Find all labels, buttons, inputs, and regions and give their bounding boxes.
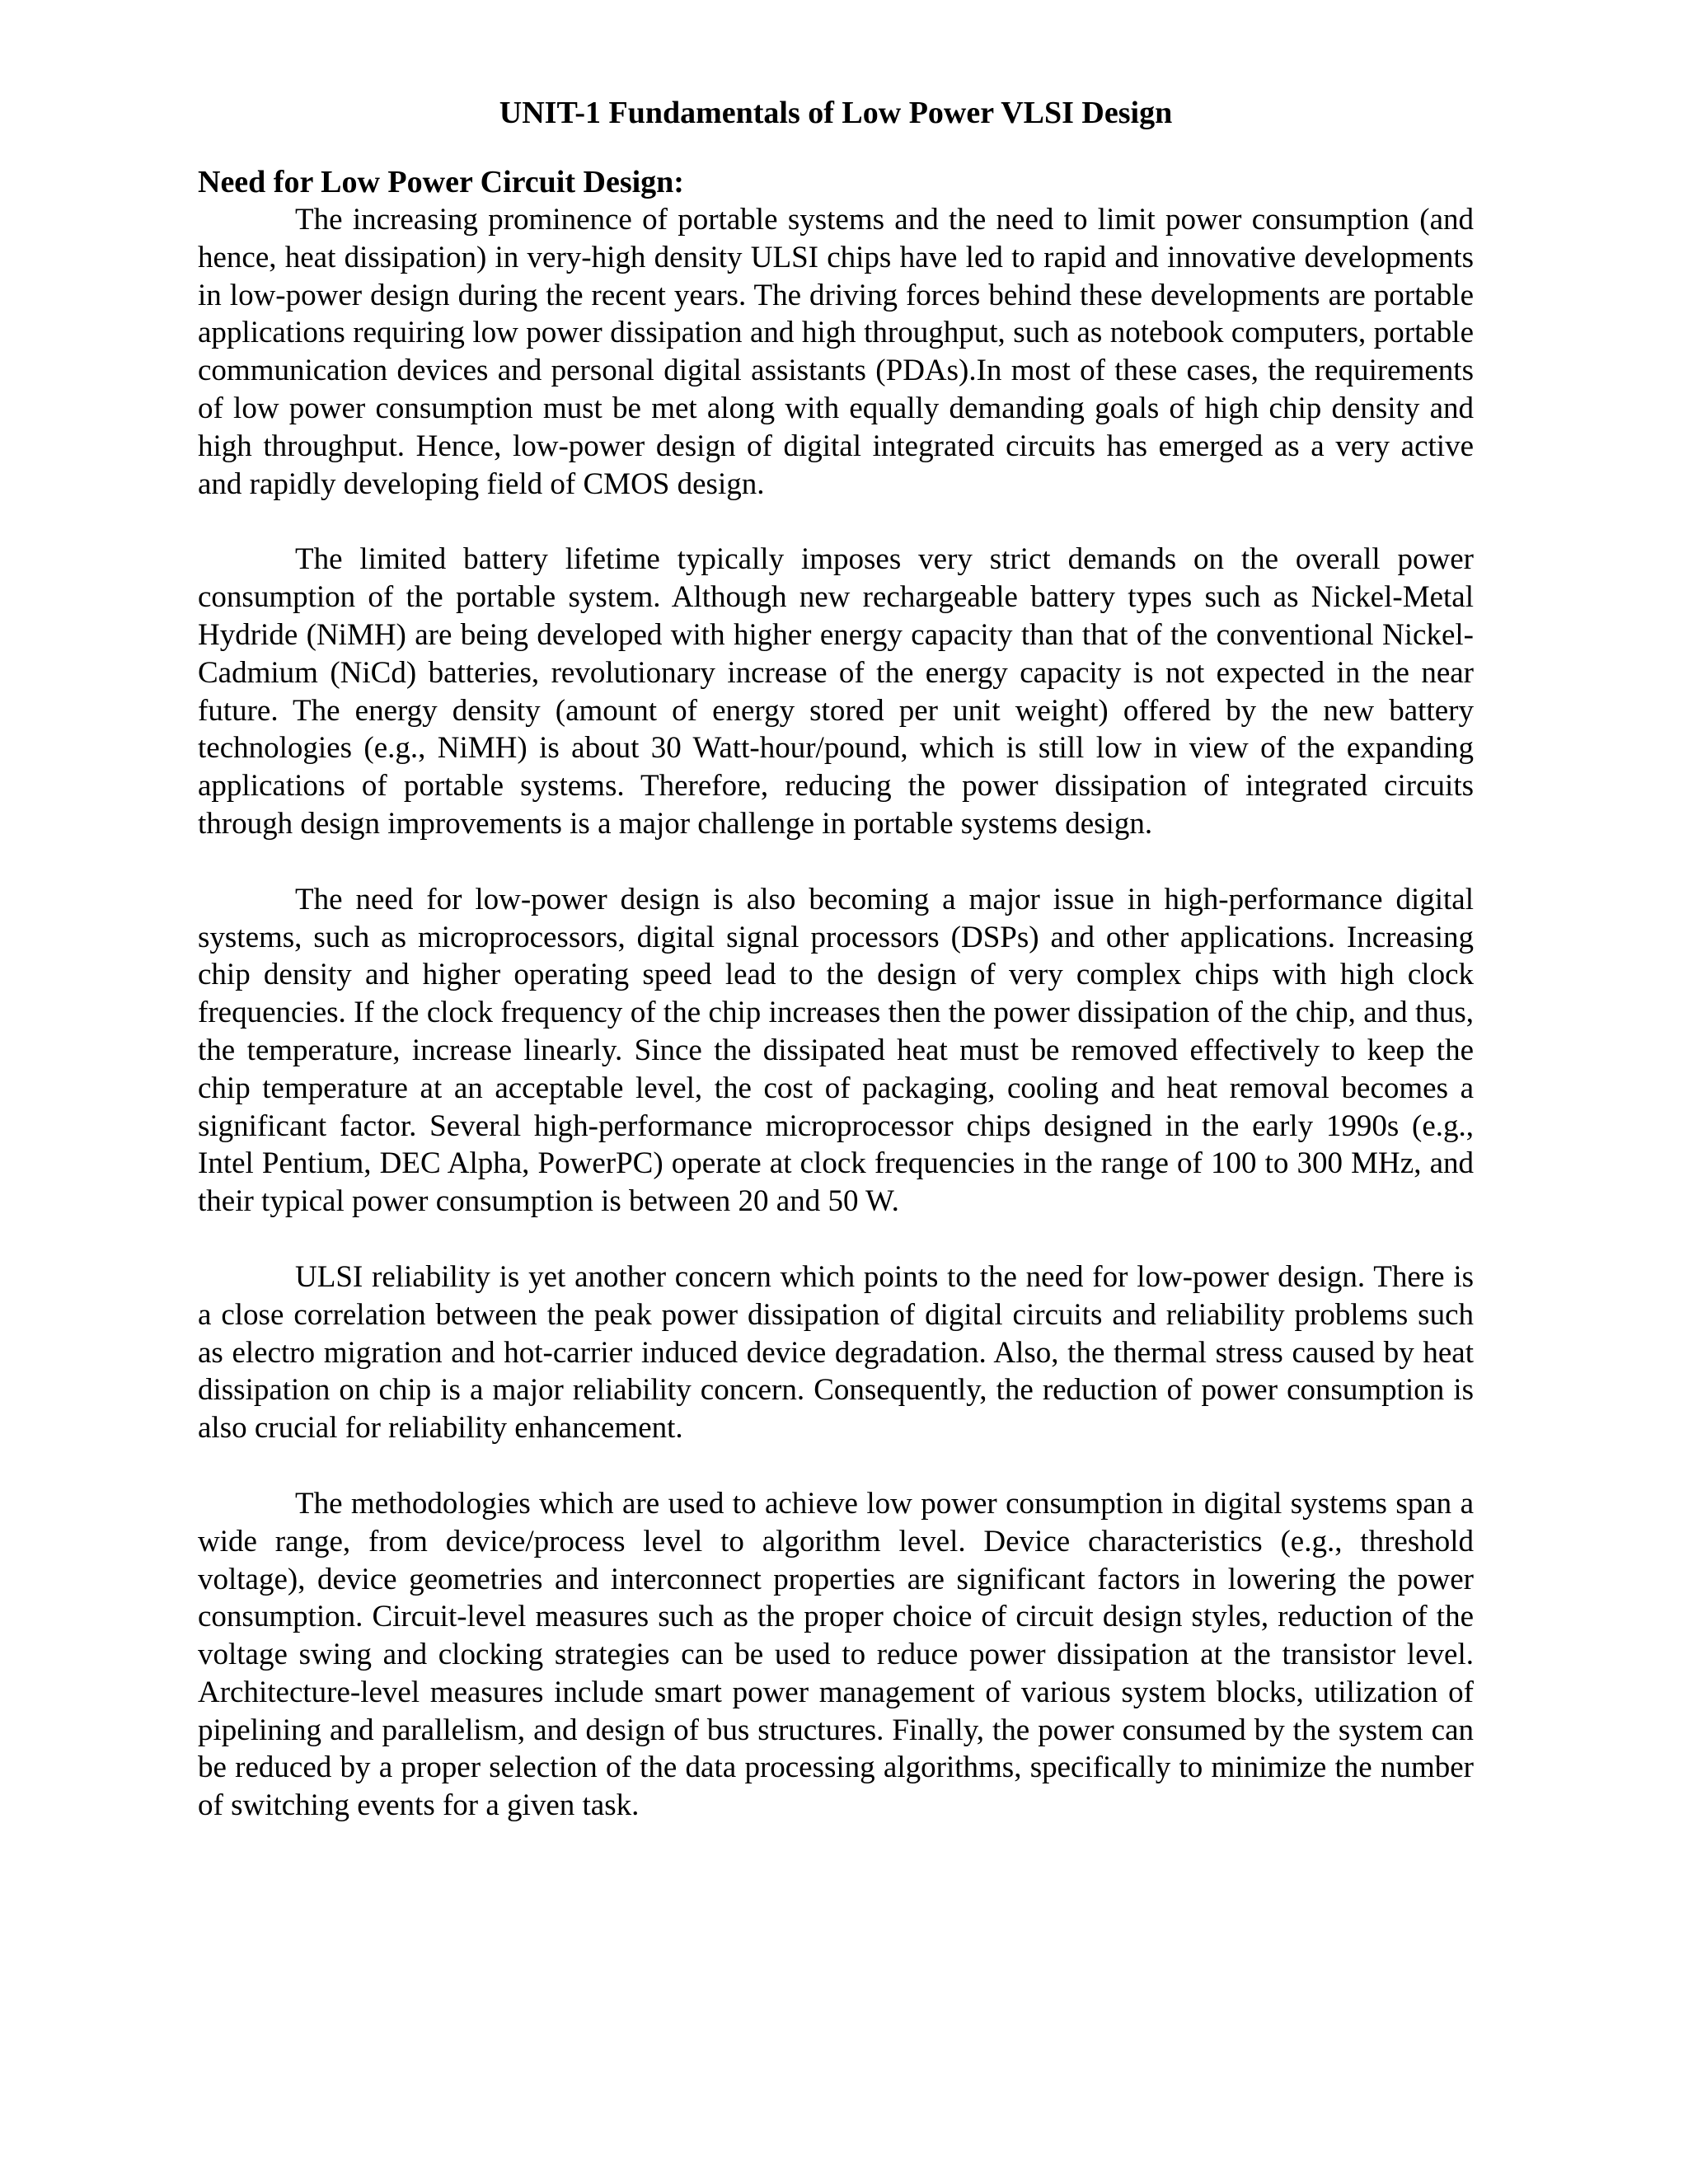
document-title: UNIT-1 Fundamentals of Low Power VLSI Design [499, 96, 1173, 130]
paragraph-4: ULSI reliability is yet another concern which points to the need for low-power design. There is a close correlation between the peak power dissipation of digital circuits and reliability problems such as electro migration and hot-carrier induced device degradation. Also, the thermal stress caused by heat dissipation on chip is a major reliability concern. Consequently, the reduction of power consumption is also crucial for reliability enhancement. [198, 1259, 1474, 1446]
paragraph-1: The increasing prominence of portable systems and the need to limit power consumption (and hence, heat dissipation) in very-high density ULSI chips have led to rapid and innovative developments in low-power design during the recent years. The driving forces behind these developments are portable applications requiring low power dissipation and high throughput, such as notebook computers, portable communication devices and personal digital assistants (PDAs).In most of these cases, the requirements of low power consumption must be met along with equally demanding goals of high chip density and high throughput. Hence, low-power design of digital integrated circuits has emerged as a very active and rapidly developing field of CMOS design. [198, 203, 1474, 501]
paragraph-3: The need for low-power design is also becoming a major issue in high-performance digital systems, such as microprocessors, digital signal processors (DSPs) and other applications. Increasing chip density and higher operating speed lead to the design of very complex chips with high clock frequencies. If the clock frequency of the chip increases then the power dissipation of the chip, and thus, the temperature, increase linearly. Since the dissipated heat must be removed effectively to keep the chip temperature at an acceptable level, the cost of packaging, cooling and heat removal becomes a significant factor. Several high-performance microprocessor chips designed in the early 1990s (e.g., Intel Pentium, DEC Alpha, PowerPC) operate at clock frequencies in the range of 100 to 300 MHz, and their typical power consumption is between 20 and 50 W. [198, 882, 1474, 1219]
section-heading: Need for Low Power Circuit Design: [198, 165, 684, 199]
paragraph-5: The methodologies which are used to achieve low power consumption in digital systems span a wide range, from device/process level to algorithm level. Device characteristics (e.g., threshold voltage), device geometries and interconnect properties are significant factors in lowering the power consumption. Circuit-level measures such as the proper choice of circuit design styles, reduction of the voltage swing and clocking strategies can be used to reduce power dissipation at the transistor level. Architecture-level measures include smart power management of various system blocks, utilization of pipelining and parallelism, and design of bus structures. Finally, the power consumed by the system can be reduced by a proper selection of the data processing algorithms, specifically to minimize the number of switching events for a given task. [198, 1486, 1474, 1823]
document-page [198, 92, 1474, 1825]
paragraph-2: The limited battery lifetime typically imposes very strict demands on the overall power consumption of the portable system. Although new rechargeable battery types such as Nickel-Metal Hydride (NiMH) are being developed with higher energy capacity than that of the conventional Nickel-Cadmium (NiCd) batteries, revolutionary increase of the energy capacity is not expected in the near future. The energy density (amount of energy stored per unit weight) offered by the new battery technologies (e.g., NiMH) is about 30 Watt-hour/pound, which is still low in view of the expanding applications of portable systems. Therefore, reducing the power dissipation of integrated circuits through design improvements is a major challenge in portable systems design. [198, 542, 1474, 841]
